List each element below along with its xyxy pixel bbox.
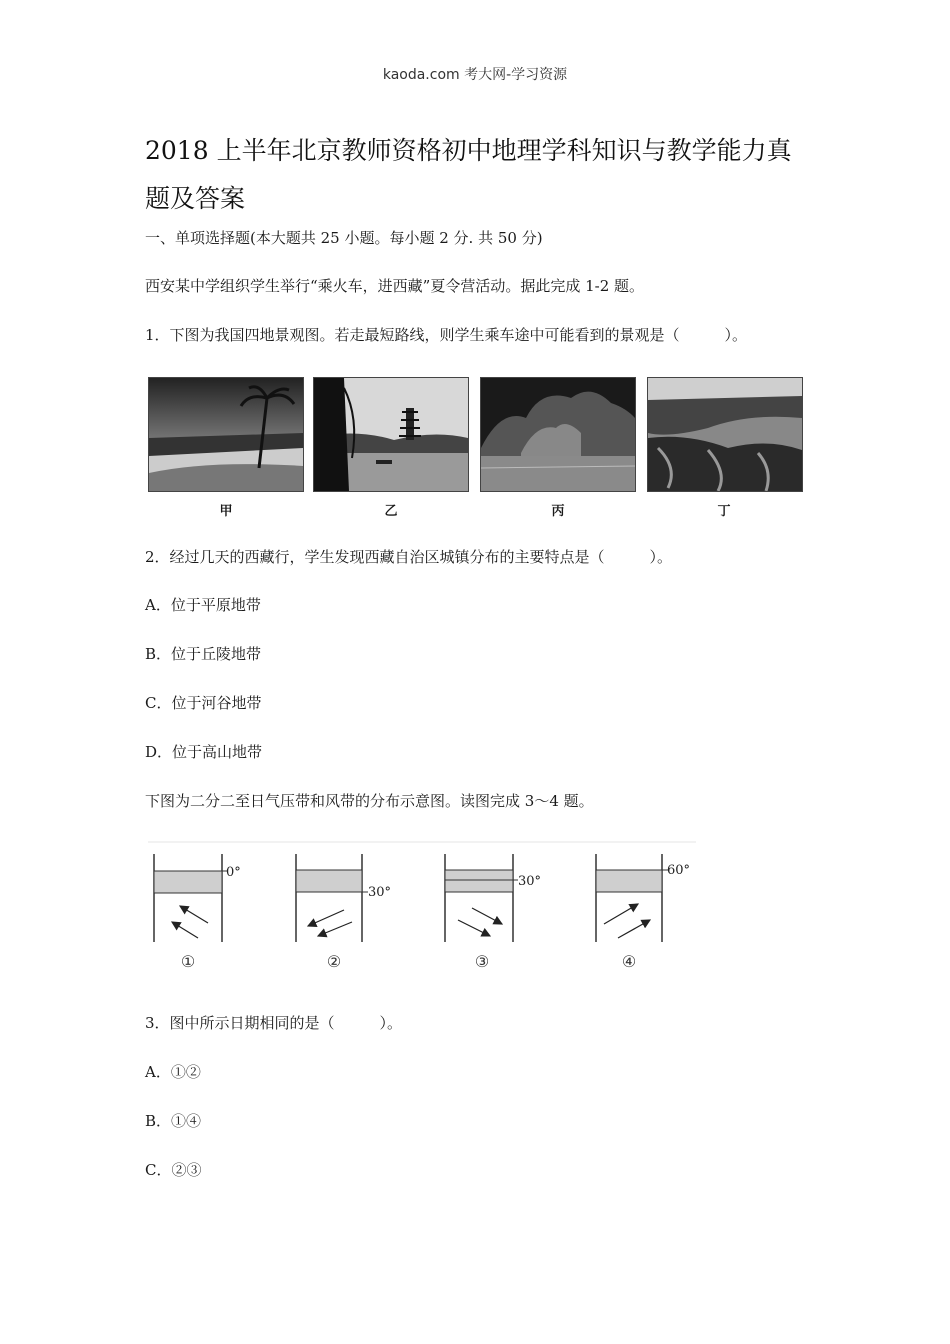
caption-yi: 乙 (384, 504, 398, 519)
question-1: 1．下图为我国四地景观图。若走最短路线，则学生乘车途中可能看到的景观是（ ）。 (145, 326, 748, 344)
diagram-number-4: ④ (621, 952, 637, 971)
latitude-label-2: 30° (368, 885, 392, 900)
latitude-label-4: 60° (667, 863, 691, 878)
diagram-3 (445, 854, 541, 971)
caption-bing: 丙 (551, 504, 565, 519)
intro-questions-3-4: 下图为二分二至日气压带和风带的分布示意图。读图完成 3～4 题。 (145, 792, 594, 810)
latitude-label-1: 0° (226, 865, 241, 880)
landscape-photo-bing (480, 377, 636, 492)
q3-option-b: B．①④ (145, 1112, 202, 1130)
q2-option-d: D．位于高山地带 (145, 743, 263, 761)
landscape-photo-jia (148, 377, 304, 492)
caption-jia: 甲 (219, 504, 233, 519)
latitude-label-3: 30° (518, 874, 542, 889)
question-3: 3．图中所示日期相同的是（ ）。 (145, 1014, 403, 1032)
landscape-photo-ding (647, 377, 803, 492)
caption-ding: 丁 (717, 504, 731, 519)
section-heading: 一、单项选择题(本大题共 25 小题。每小题 2 分. 共 50 分) (145, 229, 543, 247)
question-2: 2．经过几天的西藏行，学生发现西藏自治区城镇分布的主要特点是（ ）。 (145, 548, 673, 566)
page-header: kaoda.com 考大网-学习资源 (382, 67, 568, 83)
q3-option-c: C．②③ (145, 1161, 202, 1179)
landscape-photo-yi (313, 377, 469, 492)
diagram-2 (296, 854, 391, 971)
diagram-number-3: ③ (474, 952, 490, 971)
diagram-4 (596, 854, 690, 971)
pressure-wind-belt-diagram (148, 838, 708, 973)
diagram-1 (154, 854, 241, 971)
diagram-number-2: ② (326, 952, 342, 971)
q2-option-a: A．位于平原地带 (145, 596, 261, 614)
q2-option-c: C．位于河谷地带 (145, 694, 262, 712)
document-title-line2: 题及答案 (145, 184, 246, 213)
intro-questions-1-2: 西安某中学组织学生举行“乘火车，进西藏”夏令营活动。据此完成 1-2 题。 (145, 277, 645, 295)
diagram-number-1: ① (180, 952, 196, 971)
document-title-line1: 2018 上半年北京教师资格初中地理学科知识与教学能力真 (145, 136, 792, 165)
q2-option-b: B．位于丘陵地带 (145, 645, 262, 663)
q3-option-a: A．①② (145, 1063, 201, 1081)
